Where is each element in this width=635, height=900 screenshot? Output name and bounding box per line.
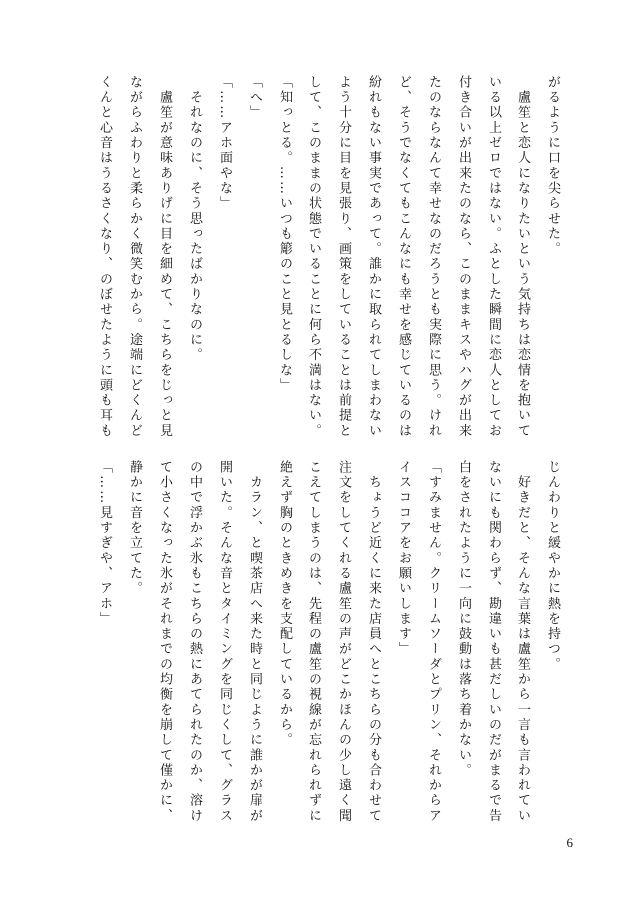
text-line: 注文をしてくれる盧笙の声がどこかほんの少し遠く聞: [336, 460, 351, 824]
text-line: カラン、と喫茶店へ来た時と同じように誰かが扉が: [247, 460, 262, 824]
text-line: がるように口を尖らせた。: [545, 75, 560, 257]
text-line: こえてしまうのは、先程の盧笙の視線が忘れられずに: [306, 460, 321, 824]
text-line: よう十分に目を見張り、画策をしていることは前提と: [336, 75, 351, 439]
text-line: 盧笙と恋人になりたいという気持ちは恋情を抱いて: [515, 75, 530, 439]
text-line: くんと心音はうるさくなり、のぼせたように頭も耳も: [97, 75, 112, 439]
text-line: 付き合いが出来たのなら、このままキスやハグが出来: [456, 75, 471, 439]
text-line: 開いた。そんな音とタイミングを同じくして、グラス: [217, 460, 232, 824]
page-number: 6: [566, 835, 573, 850]
text-line: して、このままの状態でいることに何ら不満はない。: [306, 75, 321, 439]
text-line: 「……アホ面やな」: [217, 75, 232, 212]
text-line: 好きだと、そんな言葉は盧笙から一言も言われてい: [515, 460, 530, 824]
text-line: 「へ」: [247, 75, 262, 121]
text-line: いる以上ゼロではない。ふとした瞬間に恋人としてお: [486, 75, 501, 439]
text-line: ちょうど近くに来た店員へとこちらの分も合わせて: [366, 460, 381, 824]
text-line: それなのに、そう思ったばかりなのに。: [187, 75, 202, 363]
text-line: ないにも関わらず、勘違いも甚だしいのだがまるで告: [486, 460, 501, 824]
text-line: イスココアをお願いします」: [396, 460, 411, 657]
text-line: 「すみません。クリームソーダとプリン、それからア: [426, 460, 441, 824]
text-line: 「知っとる。……いつも簓のこと見とるしな」: [277, 75, 292, 394]
text-line: 盧笙が意味ありげに目を細めて、こちらをじっと見: [157, 75, 172, 439]
text-line: 紛れもない事実であって。誰かに取られてしまわない: [366, 75, 381, 439]
text-line: 白をされたように一向に鼓動は落ち着かない。: [456, 460, 471, 779]
text-line: じんわりと緩やかに熱を持つ。: [545, 460, 560, 673]
text-line: て小さくなった氷がそれまでの均衡を崩して僅かに、: [157, 460, 172, 824]
text-line: 「……見すぎや、アホ」: [97, 460, 112, 627]
text-line: 絶えず胸のときめきを支配しているから。: [277, 460, 292, 748]
text-line: ながらふわりと柔らかく微笑むから。途端にどくんど: [127, 75, 142, 439]
text-line: の中で浮かぶ氷もこちらの熱にあてられたのか、溶け: [187, 460, 202, 824]
text-line: ど、そうでなくてもこんなにも幸せを感じているのは: [396, 75, 411, 439]
text-line: たのならなんて幸せなのだろうとも実際に思う。けれ: [426, 75, 441, 439]
text-line: 静かに音を立てた。: [127, 460, 142, 597]
